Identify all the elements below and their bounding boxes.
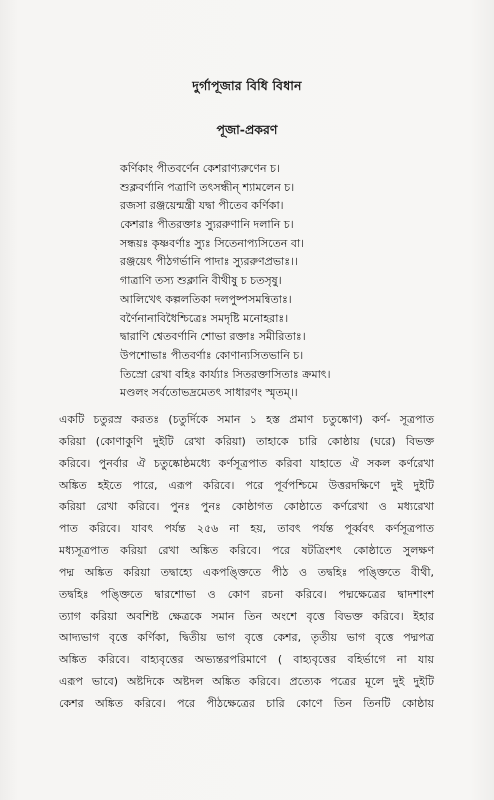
verse-line: দ্বারাণি শ্বেতবর্ণানি শোভা রক্তাঃ সমীরিতাঃ।: [120, 330, 306, 344]
verse-line: বর্ণৈনানাবিধৈশ্চিত্রেঃ সমদৃষ্টি মনোহরাঃ।: [120, 311, 289, 325]
verse-line: রঞ্জয়েৎ পীঠগর্ভানি পাদাঃ স্যুররুণপ্রভাঃ।।: [120, 255, 298, 269]
verse-line: কর্ণিকাং পীতবর্ণেন কেশরাণ্যরুণেন চ।: [120, 162, 280, 175]
prose-line: তদ্বহিঃ পঙ্ক্তিতে দ্বারশোভা ও কোণ রচনা করিবে। পদ্মক্ষেত্রের দ্বাদশাংশ: [59, 587, 434, 601]
prose-line: পদ্ম অঙ্কিত করিয়া তদ্বাহ্যে একপঙ্ক্তিতে পীঠ ও তদ্বহিঃ পঙ্ক্তিতে বীথী,: [59, 565, 434, 579]
page-title: দুর্গাপূজার বিধি বিধান: [192, 78, 302, 93]
prose-paragraph: [59, 409, 434, 715]
prose-line: অঙ্কিত হইতে পারে, এরূপ করিবে। পরে পূর্বপশ্চিমে উত্তরদক্ষিণে দুই দুইটি: [59, 478, 434, 492]
prose-line: এরূপ ভাবে) অষ্টদিকে অষ্টদল অঙ্কিত করিবে। প্রত্যেক পত্রের মূলে দুই দুইটি: [59, 675, 434, 689]
prose-line: করিয়া (কোণাকুণি দুইটি রেখা করিয়া) তাহাকে চারি কোষ্ঠায় (ঘরে) বিভক্ত: [59, 434, 434, 448]
prose-line: পাত করিবে। যাবৎ পর্যন্ত ২৫৬ না হয়, তাবৎ পর্যন্ত পূর্ব্ববৎ কর্ণসূত্রপাত: [59, 522, 434, 536]
verse-line: উপশোভাঃ পীতবর্ণাঃ কোণান্যসিতভানি চ।: [120, 348, 304, 362]
prose-line: করিবে। পুনর্বার ঐ চতুষ্কোষ্ঠমধ্যে কর্ণসূত্রপাত করিবা যাহাতে ঐ সকল কর্ণরেখা: [59, 456, 434, 470]
verse-line: তিস্রো রেখা বহিঃ কার্য্যাঃ সিতরক্তাসিতাঃ ক্রমাৎ।: [120, 367, 331, 381]
prose-line: একটি চতুরস্র করতঃ (চতুর্দিকে সমান ১ হস্ত প্রমাণ চতুষ্কোণ) কর্ণ- সূত্রপাত: [59, 413, 434, 426]
section-heading: পূজা-প্রকরণ: [216, 122, 278, 137]
verse-block: [120, 160, 460, 403]
verse-line: শুক্লবর্ণানি পত্রাণি তৎসন্ধীন্ শ্যামলেন চ।: [120, 180, 295, 194]
verse-line: আলিখেৎ কল্পলতিকা দলপুষ্পসমন্বিতাঃ।: [120, 292, 292, 306]
verse-line: মণ্ডলং সর্বতোভদ্রমেতৎ সাধারণং স্মৃতম্।।: [120, 386, 298, 400]
prose-line: মধ্যসূত্রপাত করিয়া রেখা অঙ্কিত করিবে। পরে ষটত্রিংশৎ কোষ্ঠাতে সুলক্ষণ: [59, 544, 434, 558]
verse-line: সন্ধয়ঃ কৃষ্ণবর্ণাঃ স্যুঃ সিতেনাপ্যসিতেন বা।: [120, 236, 305, 250]
prose-line: অঙ্কিত করিবে। বাহ্যবৃত্তের অভ্যন্তরপরিমাণে ( বাহ্যবৃত্তের বহির্ভাগে না যায়: [59, 653, 434, 667]
verse-line: গাত্রাণি তস্য শুক্লানি বীথীষু চ চতসৃষু।: [120, 274, 282, 288]
prose-line: কেশর অঙ্কিত করিবে। পরে পীঠক্ষেত্রের চারি কোণে তিন তিনটি কোষ্ঠায়: [59, 696, 434, 710]
prose-line: ত্যাগ করিয়া অবশিষ্ট ক্ষেত্রকে সমান তিন অংশে বৃত্তে বিভক্ত করিবে। ইহার: [59, 609, 434, 623]
verse-line: কেশরাঃ পীতরক্তাঃ স্যুররুণানি দলানি চ।: [120, 218, 294, 232]
prose-line: আদ্যভাগ বৃত্তে কর্ণিকা, দ্বিতীয় ভাগ বৃত্তে কেশর, তৃতীয় ভাগ বৃত্তে পদ্মপত্র: [59, 631, 434, 645]
verse-line: রজসা রঞ্জয়েন্মন্ত্রী যদ্বা পীতেব কর্ণিকা।: [120, 199, 284, 213]
prose-line: করিয়া রেখা করিবে। পুনঃ পুনঃ কোষ্ঠাগত কোষ্ঠাতে কর্ণরেখা ও মধ্যরেখা: [59, 500, 434, 514]
